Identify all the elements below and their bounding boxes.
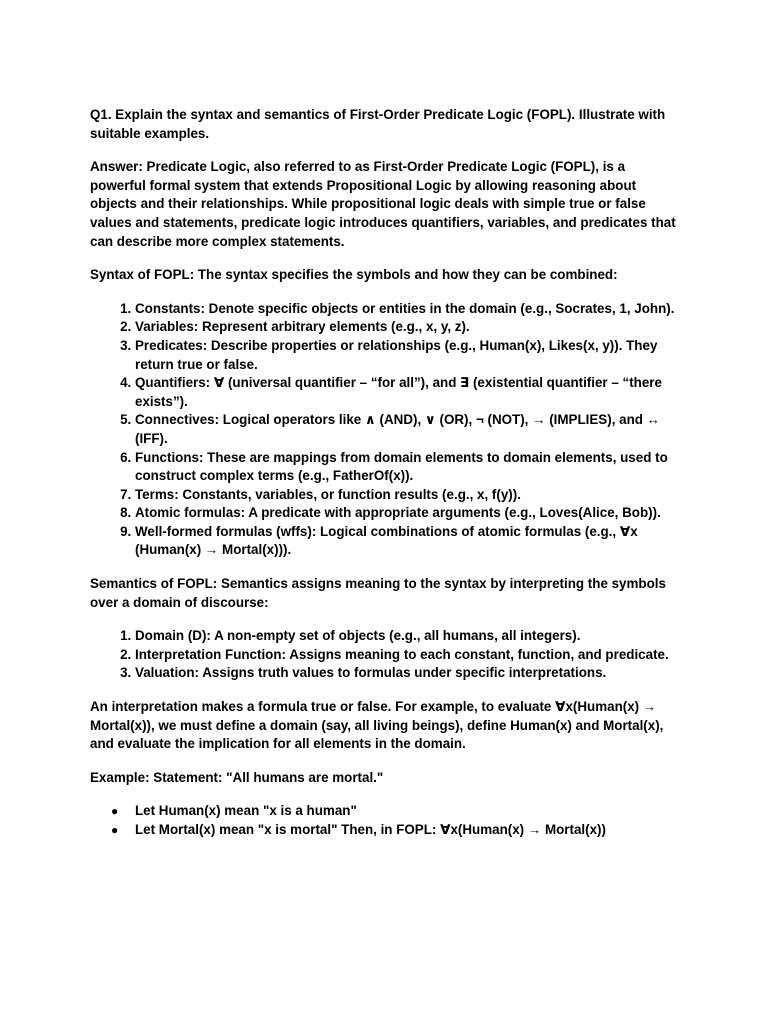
bullet-icon: ● — [111, 823, 119, 837]
syntax-list — [90, 300, 678, 560]
semantics-item-interpretation: 2. Interpretation Function: Assigns meaning to each constant, function, and predicate. — [135, 646, 678, 665]
interpretation-paragraph: An interpretation makes a formula true or false. For example, to evaluate ∀x(Human(x) → Mortal(x)), we must define a domain (say, all living beings), define Human(x) and Mortal(x), and evaluate the implication for all elements in the domain. — [90, 699, 664, 752]
syntax-item-functions: 6. Functions: These are mappings from domain elements to domain elements, used to construct complex terms (e.g., FatherOf(x)). — [135, 449, 678, 486]
question-text: Q1. Explain the syntax and semantics of First-Order Predicate Logic (FOPL). Illustrate with suitable examples. — [90, 107, 666, 141]
syntax-item-connectives: 5. Connectives: Logical operators like ∧ (AND), ∨ (OR), ¬ (NOT), → (IMPLIES), and ↔ (IFF). — [135, 411, 678, 448]
syntax-item-constants: 1. Constants: Denote specific objects or entities in the domain (e.g., Socrates, 1, John). — [135, 300, 678, 319]
syntax-item-predicates: 3. Predicates: Describe properties or relationships (e.g., Human(x), Likes(x, y)). They return true or false. — [135, 337, 678, 374]
semantics-intro: Semantics of FOPL: Semantics assigns meaning to the syntax by interpreting the symbols over a domain of discourse: — [90, 576, 666, 610]
semantics-item-domain: 1. Domain (D): A non-empty set of objects (e.g., all humans, all integers). — [135, 627, 678, 646]
answer-paragraph: Answer: Predicate Logic, also referred to as First-Order Predicate Logic (FOPL), is a powerful formal system that extends Propositional Logic by allowing reasoning about objects and their relationships. While propositional logic deals with simple true or false values and statements, predicate logic introduces quantifiers, variables, and predicates that can describe more complex statements. — [90, 159, 676, 249]
example-bullet-text: Let Human(x) mean "x is a human" — [135, 803, 357, 819]
example-statement: Example: Statement: "All humans are mortal." — [90, 769, 384, 785]
bullet-icon: ● — [111, 804, 119, 819]
syntax-item-wffs: 9. Well-formed formulas (wffs): Logical combinations of atomic formulas (e.g., ∀x (Human(x) → Mortal(x))). — [135, 523, 678, 560]
semantics-list — [90, 627, 678, 683]
syntax-item-atomic-formulas: 8. Atomic formulas: A predicate with appropriate arguments (e.g., Loves(Alice, Bob)). — [135, 504, 678, 523]
semantics-item-valuation: 3. Valuation: Assigns truth values to formulas under specific interpretations. — [135, 664, 678, 683]
example-bullet-list — [90, 802, 678, 839]
syntax-item-terms: 7. Terms: Constants, variables, or function results (e.g., x, f(y)). — [135, 486, 678, 505]
example-bullet-human — [111, 802, 678, 821]
syntax-intro: Syntax of FOPL: The syntax specifies the symbols and how they can be combined: — [90, 267, 618, 283]
example-bullet-mortal — [111, 821, 678, 840]
example-bullet-text: Let Mortal(x) mean "x is mortal" Then, in FOPL: ∀x(Human(x) → Mortal(x)) — [135, 822, 606, 837]
syntax-item-quantifiers: 4. Quantifiers: ∀ (universal quantifier – “for all”), and ∃ (existential quantifier – “there exists”). — [135, 374, 678, 411]
syntax-item-variables: 2. Variables: Represent arbitrary elements (e.g., x, y, z). — [135, 318, 678, 337]
